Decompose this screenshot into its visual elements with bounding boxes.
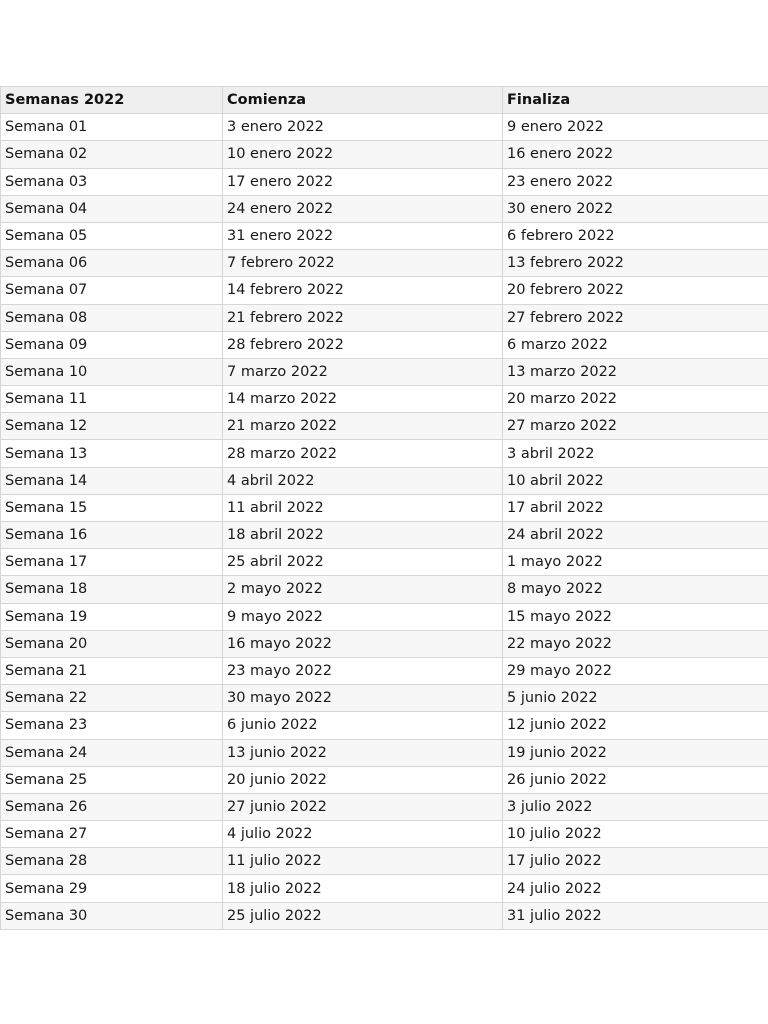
- start-date-cell: 24 enero 2022: [223, 195, 503, 222]
- week-cell: Semana 26: [1, 793, 223, 820]
- week-cell: Semana 27: [1, 821, 223, 848]
- end-date-cell: 15 mayo 2022: [503, 603, 768, 630]
- header-start: Comienza: [223, 87, 503, 114]
- week-cell: Semana 09: [1, 331, 223, 358]
- table-body: [1, 114, 768, 930]
- weeks-table-container: [0, 86, 768, 930]
- week-cell: Semana 20: [1, 630, 223, 657]
- week-cell: Semana 25: [1, 766, 223, 793]
- week-cell: Semana 23: [1, 712, 223, 739]
- start-date-cell: 11 julio 2022: [223, 848, 503, 875]
- header-weeks: Semanas 2022: [1, 87, 223, 114]
- week-cell: Semana 07: [1, 277, 223, 304]
- end-date-cell: 17 julio 2022: [503, 848, 768, 875]
- start-date-cell: 14 febrero 2022: [223, 277, 503, 304]
- end-date-cell: 13 febrero 2022: [503, 250, 768, 277]
- end-date-cell: 1 mayo 2022: [503, 549, 768, 576]
- table-row: [1, 304, 768, 331]
- week-cell: Semana 21: [1, 657, 223, 684]
- table-row: [1, 386, 768, 413]
- week-cell: Semana 29: [1, 875, 223, 902]
- table-row: [1, 603, 768, 630]
- end-date-cell: 3 julio 2022: [503, 793, 768, 820]
- week-cell: Semana 17: [1, 549, 223, 576]
- weeks-table: [0, 86, 768, 930]
- week-cell: Semana 08: [1, 304, 223, 331]
- table-row: [1, 250, 768, 277]
- table-row: [1, 222, 768, 249]
- start-date-cell: 21 marzo 2022: [223, 413, 503, 440]
- start-date-cell: 4 abril 2022: [223, 467, 503, 494]
- week-cell: Semana 11: [1, 386, 223, 413]
- end-date-cell: 24 abril 2022: [503, 522, 768, 549]
- table-row: [1, 440, 768, 467]
- table-row: [1, 358, 768, 385]
- start-date-cell: 23 mayo 2022: [223, 657, 503, 684]
- end-date-cell: 27 marzo 2022: [503, 413, 768, 440]
- table-row: [1, 685, 768, 712]
- start-date-cell: 6 junio 2022: [223, 712, 503, 739]
- week-cell: Semana 13: [1, 440, 223, 467]
- table-row: [1, 114, 768, 141]
- start-date-cell: 11 abril 2022: [223, 494, 503, 521]
- start-date-cell: 20 junio 2022: [223, 766, 503, 793]
- table-row: [1, 522, 768, 549]
- table-row: [1, 168, 768, 195]
- week-cell: Semana 24: [1, 739, 223, 766]
- end-date-cell: 6 marzo 2022: [503, 331, 768, 358]
- table-header: [1, 87, 768, 114]
- start-date-cell: 31 enero 2022: [223, 222, 503, 249]
- start-date-cell: 17 enero 2022: [223, 168, 503, 195]
- end-date-cell: 19 junio 2022: [503, 739, 768, 766]
- end-date-cell: 10 julio 2022: [503, 821, 768, 848]
- end-date-cell: 27 febrero 2022: [503, 304, 768, 331]
- end-date-cell: 3 abril 2022: [503, 440, 768, 467]
- start-date-cell: 21 febrero 2022: [223, 304, 503, 331]
- start-date-cell: 30 mayo 2022: [223, 685, 503, 712]
- start-date-cell: 25 julio 2022: [223, 902, 503, 929]
- week-cell: Semana 15: [1, 494, 223, 521]
- header-end: Finaliza: [503, 87, 768, 114]
- table-row: [1, 141, 768, 168]
- table-row: [1, 467, 768, 494]
- end-date-cell: 9 enero 2022: [503, 114, 768, 141]
- week-cell: Semana 16: [1, 522, 223, 549]
- table-row: [1, 875, 768, 902]
- table-row: [1, 712, 768, 739]
- table-row: [1, 277, 768, 304]
- end-date-cell: 22 mayo 2022: [503, 630, 768, 657]
- table-row: [1, 902, 768, 929]
- table-row: [1, 195, 768, 222]
- start-date-cell: 18 abril 2022: [223, 522, 503, 549]
- table-row: [1, 821, 768, 848]
- table-row: [1, 494, 768, 521]
- week-cell: Semana 19: [1, 603, 223, 630]
- end-date-cell: 5 junio 2022: [503, 685, 768, 712]
- start-date-cell: 25 abril 2022: [223, 549, 503, 576]
- table-row: [1, 657, 768, 684]
- end-date-cell: 30 enero 2022: [503, 195, 768, 222]
- table-row: [1, 549, 768, 576]
- table-row: [1, 793, 768, 820]
- end-date-cell: 20 marzo 2022: [503, 386, 768, 413]
- start-date-cell: 4 julio 2022: [223, 821, 503, 848]
- table-row: [1, 766, 768, 793]
- table-row: [1, 413, 768, 440]
- start-date-cell: 10 enero 2022: [223, 141, 503, 168]
- week-cell: Semana 02: [1, 141, 223, 168]
- table-row: [1, 331, 768, 358]
- end-date-cell: 6 febrero 2022: [503, 222, 768, 249]
- start-date-cell: 9 mayo 2022: [223, 603, 503, 630]
- end-date-cell: 16 enero 2022: [503, 141, 768, 168]
- start-date-cell: 28 febrero 2022: [223, 331, 503, 358]
- end-date-cell: 8 mayo 2022: [503, 576, 768, 603]
- week-cell: Semana 06: [1, 250, 223, 277]
- start-date-cell: 7 marzo 2022: [223, 358, 503, 385]
- end-date-cell: 10 abril 2022: [503, 467, 768, 494]
- end-date-cell: 24 julio 2022: [503, 875, 768, 902]
- start-date-cell: 2 mayo 2022: [223, 576, 503, 603]
- start-date-cell: 27 junio 2022: [223, 793, 503, 820]
- end-date-cell: 26 junio 2022: [503, 766, 768, 793]
- week-cell: Semana 01: [1, 114, 223, 141]
- table-row: [1, 848, 768, 875]
- end-date-cell: 13 marzo 2022: [503, 358, 768, 385]
- week-cell: Semana 10: [1, 358, 223, 385]
- start-date-cell: 18 julio 2022: [223, 875, 503, 902]
- start-date-cell: 16 mayo 2022: [223, 630, 503, 657]
- end-date-cell: 17 abril 2022: [503, 494, 768, 521]
- end-date-cell: 20 febrero 2022: [503, 277, 768, 304]
- week-cell: Semana 03: [1, 168, 223, 195]
- week-cell: Semana 28: [1, 848, 223, 875]
- start-date-cell: 7 febrero 2022: [223, 250, 503, 277]
- start-date-cell: 13 junio 2022: [223, 739, 503, 766]
- start-date-cell: 14 marzo 2022: [223, 386, 503, 413]
- start-date-cell: 3 enero 2022: [223, 114, 503, 141]
- end-date-cell: 31 julio 2022: [503, 902, 768, 929]
- week-cell: Semana 05: [1, 222, 223, 249]
- week-cell: Semana 14: [1, 467, 223, 494]
- table-row: [1, 630, 768, 657]
- week-cell: Semana 12: [1, 413, 223, 440]
- table-row: [1, 739, 768, 766]
- end-date-cell: 23 enero 2022: [503, 168, 768, 195]
- end-date-cell: 12 junio 2022: [503, 712, 768, 739]
- end-date-cell: 29 mayo 2022: [503, 657, 768, 684]
- week-cell: Semana 22: [1, 685, 223, 712]
- week-cell: Semana 18: [1, 576, 223, 603]
- table-row: [1, 576, 768, 603]
- start-date-cell: 28 marzo 2022: [223, 440, 503, 467]
- header-row: [1, 87, 768, 114]
- week-cell: Semana 30: [1, 902, 223, 929]
- week-cell: Semana 04: [1, 195, 223, 222]
